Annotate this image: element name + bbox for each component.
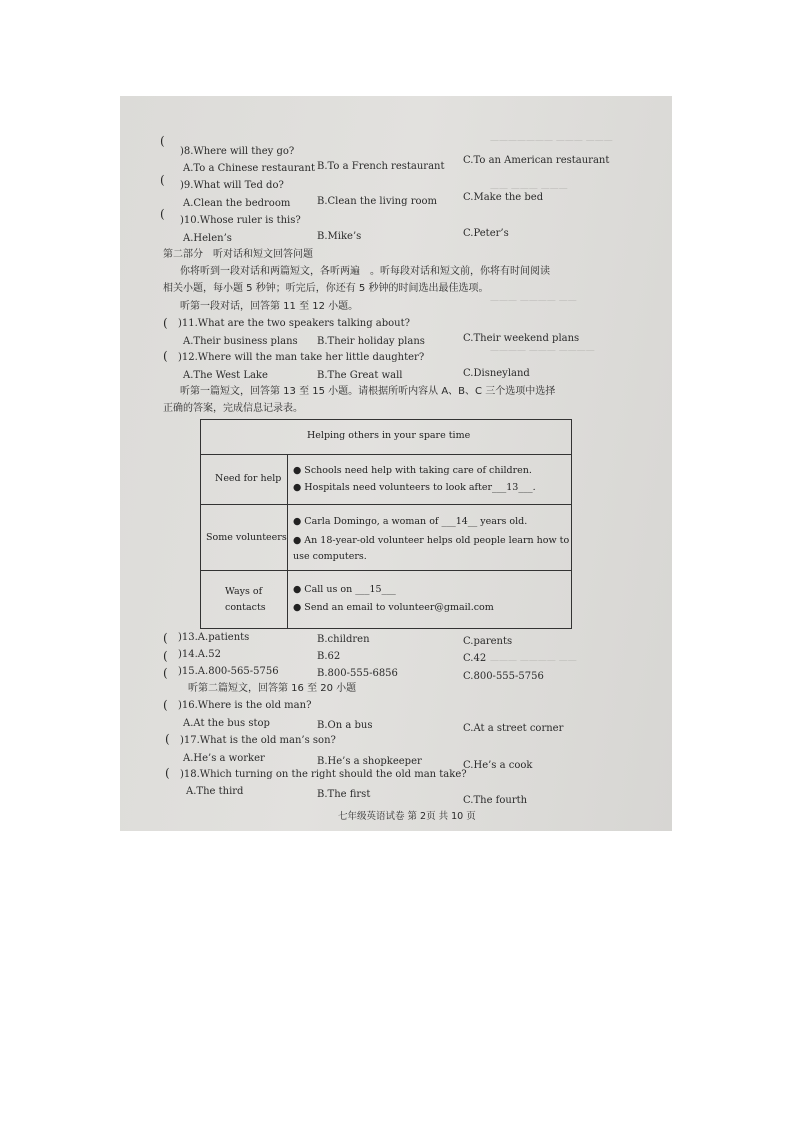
option-11b: B.Their holiday plans — [317, 336, 425, 347]
part2-instructions-line1: 你将听到一段对话和两篇短文，各听两遍 。听每段对话和短文前，你将有时间阅读 — [180, 266, 550, 277]
option-13b: B.children — [317, 634, 370, 645]
option-8c: C.To an American restaurant — [463, 155, 610, 166]
option-12c: C.Disneyland — [463, 368, 530, 379]
volunteers-bullet-1: ● Carla Domingo, a woman of ___14__ years old. — [293, 516, 528, 527]
answer-paren: ( — [160, 134, 165, 148]
option-17a: A.He’s a worker — [183, 753, 265, 764]
need-for-help-bullet-1: ● Schools need help with taking care of children. — [293, 465, 532, 476]
option-15b: B.800-555-6856 — [317, 668, 398, 679]
bleed-through-text: ——— ———— —— — [490, 656, 577, 666]
answer-paren: ( — [163, 649, 168, 663]
row-label-some-volunteers: Some volunteers — [206, 532, 287, 543]
option-16a: A.At the bus stop — [183, 718, 270, 729]
answer-paren: ( — [165, 732, 170, 746]
part2-instructions-line2: 相关小题，每小题 5 秒钟；听完后，你还有 5 秒钟的时间选出最佳选项。 — [163, 283, 489, 294]
answer-paren: ( — [163, 631, 168, 645]
question-14: )14.A.52 — [178, 649, 221, 660]
row-label-need-for-help: Need for help — [215, 473, 282, 484]
part2-title: 第二部分 听对话和短文回答问题 — [163, 249, 313, 260]
question-17: )17.What is the old man’s son? — [180, 735, 336, 746]
option-18a: A.The third — [186, 786, 244, 797]
passage1-intro-line2: 正确的答案，完成信息记录表。 — [163, 403, 303, 414]
question-10: )10.Whose ruler is this? — [180, 215, 301, 226]
option-8a: A.To a Chinese restaurant — [183, 163, 315, 174]
question-8: )8.Where will they go? — [180, 146, 295, 157]
exam-photo — [120, 96, 672, 831]
question-16: )16.Where is the old man? — [178, 700, 312, 711]
volunteers-bullet-2: ● An 18-year-old volunteer helps old people learn how to — [293, 535, 570, 546]
option-14c: C.42 — [463, 653, 487, 664]
option-9b: B.Clean the living room — [317, 196, 437, 207]
option-17c: C.He’s a cook — [463, 760, 533, 771]
table-title: Helping others in your spare time — [307, 430, 471, 441]
option-12b: B.The Great wall — [317, 370, 403, 381]
volunteers-bullet-3: use computers. — [293, 551, 367, 562]
contacts-bullet-1: ● Call us on ___15___ — [293, 584, 396, 595]
option-17b: B.He’s a shopkeeper — [317, 756, 422, 767]
dialogue-intro: 听第一段对话，回答第 11 至 12 小题。 — [180, 301, 359, 312]
contacts-bullet-2: ● Send an email to volunteer@gmail.com — [293, 602, 494, 613]
option-16b: B.On a bus — [317, 720, 373, 731]
bleed-through-text: ———— ——— ———— — [490, 346, 595, 356]
info-record-table — [200, 419, 572, 629]
answer-paren: ( — [163, 698, 168, 712]
answer-paren: ( — [160, 207, 165, 221]
option-15c: C.800-555-5756 — [463, 671, 544, 682]
question-11: )11.What are the two speakers talking about? — [178, 318, 410, 329]
answer-paren: ( — [163, 316, 168, 330]
option-16c: C.At a street corner — [463, 723, 564, 734]
option-10c: C.Peter’s — [463, 228, 509, 239]
option-11c: C.Their weekend plans — [463, 333, 580, 344]
option-9a: A.Clean the bedroom — [183, 198, 291, 209]
option-18c: C.The fourth — [463, 795, 528, 806]
bleed-through-text: ——— ———— —— — [490, 296, 577, 306]
passage1-intro-line1: 听第一篇短文，回答第 13 至 15 小题。请根据所听内容从 A、B、C 三个选项中选择 — [180, 386, 556, 397]
need-for-help-bullet-2: ● Hospitals need volunteers to look after___13___. — [293, 482, 536, 493]
bleed-through-text: —— ——— ——— — [490, 184, 568, 194]
option-14b: B.62 — [317, 651, 341, 662]
question-9: )9.What will Ted do? — [180, 180, 284, 191]
question-15: )15.A.800-565-5756 — [178, 666, 279, 677]
page-footer: 七年级英语试卷 第 2页 共 10 页 — [338, 811, 476, 822]
answer-paren: ( — [165, 766, 170, 780]
option-11a: A.Their business plans — [183, 336, 298, 347]
row-label-contacts: contacts — [225, 602, 266, 613]
answer-paren: ( — [163, 666, 168, 680]
exam-sheet — [120, 96, 672, 831]
option-10b: B.Mike’s — [317, 231, 362, 242]
question-13: )13.A.patients — [178, 632, 250, 643]
question-18: )18.Which turning on the right should the old man take? — [180, 769, 467, 780]
option-10a: A.Helen’s — [183, 233, 232, 244]
option-18b: B.The first — [317, 789, 371, 800]
bleed-through-text: ——————— ——— ——— — [490, 136, 613, 146]
option-12a: A.The West Lake — [183, 370, 268, 381]
option-9c: C.Make the bed — [463, 192, 544, 203]
question-12: )12.Where will the man take her little daughter? — [178, 352, 425, 363]
passage2-intro: 听第二篇短文，回答第 16 至 20 小题 — [188, 683, 357, 694]
option-8b: B.To a French restaurant — [317, 161, 445, 172]
answer-paren: ( — [160, 173, 165, 187]
answer-paren: ( — [163, 349, 168, 363]
row-label-ways-of: Ways of — [225, 586, 263, 597]
option-13c: C.parents — [463, 636, 513, 647]
